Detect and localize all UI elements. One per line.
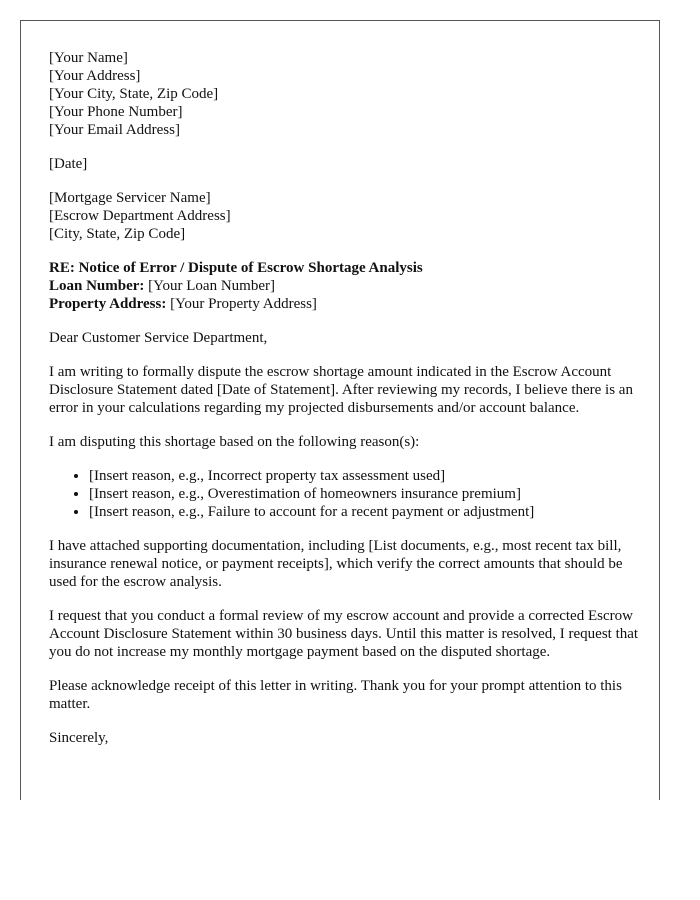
sender-address: [Your Address] bbox=[49, 68, 141, 84]
sender-phone: [Your Phone Number] bbox=[49, 104, 183, 120]
recipient-block bbox=[49, 189, 639, 243]
reason-item: • [Insert reason, e.g., Failure to account for a recent payment or adjustment] bbox=[89, 503, 639, 521]
date-block bbox=[49, 155, 639, 173]
reasons-list bbox=[49, 467, 639, 521]
letter-page bbox=[20, 20, 660, 800]
reference-subject bbox=[49, 259, 639, 277]
closing: Sincerely, bbox=[49, 730, 109, 746]
reason-item: • [Insert reason, e.g., Overestimation of homeowners insurance premium] bbox=[89, 485, 639, 503]
loan-number-label: Loan Number: bbox=[49, 278, 145, 294]
sender-name: [Your Name] bbox=[49, 50, 128, 66]
sender-city-state-zip: [Your City, State, Zip Code] bbox=[49, 86, 219, 102]
loan-number-line bbox=[49, 277, 639, 295]
property-address-label: Property Address: bbox=[49, 296, 167, 312]
documentation-paragraph: I have attached supporting documentation, including [List documents, e.g., most recent tax bill, insurance renewal notice, or payment receipts], which verify the correct amounts that should be used for the escrow analysis. bbox=[49, 538, 623, 590]
recipient-city-state-zip: [City, State, Zip Code] bbox=[49, 226, 186, 242]
letter-date: [Date] bbox=[49, 156, 88, 172]
acknowledge-paragraph: Please acknowledge receipt of this letter in writing. Thank you for your prompt attention to this matter. bbox=[49, 678, 622, 712]
request-paragraph: I request that you conduct a formal review of my escrow account and provide a corrected Escrow Account Disclosure Statement within 30 business days. Until this matter is resolved, I request that you do not increase my monthly mortgage payment based on the disputed shortage. bbox=[49, 608, 639, 660]
reason-item: • [Insert reason, e.g., Incorrect property tax assessment used] bbox=[89, 467, 639, 485]
sender-block bbox=[49, 49, 639, 139]
salutation: Dear Customer Service Department, bbox=[49, 330, 268, 346]
sender-email: [Your Email Address] bbox=[49, 122, 180, 138]
property-address-line bbox=[49, 295, 639, 313]
reference-block bbox=[49, 259, 639, 313]
intro-paragraph: I am writing to formally dispute the escrow shortage amount indicated in the Escrow Account Disclosure Statement dated [Date of Statement]. After reviewing my records, I believe there is an error in your calculations regarding my projected disbursements and/or account balance. bbox=[49, 364, 633, 416]
recipient-address: [Escrow Department Address] bbox=[49, 208, 231, 224]
reasons-intro-paragraph: I am disputing this shortage based on the following reason(s): bbox=[49, 434, 420, 450]
reference-subject-text: RE: Notice of Error / Dispute of Escrow Shortage Analysis bbox=[49, 260, 423, 276]
loan-number-value: [Your Loan Number] bbox=[144, 278, 275, 294]
letter-body bbox=[49, 49, 639, 763]
property-address-value: [Your Property Address] bbox=[166, 296, 317, 312]
recipient-name: [Mortgage Servicer Name] bbox=[49, 190, 211, 206]
